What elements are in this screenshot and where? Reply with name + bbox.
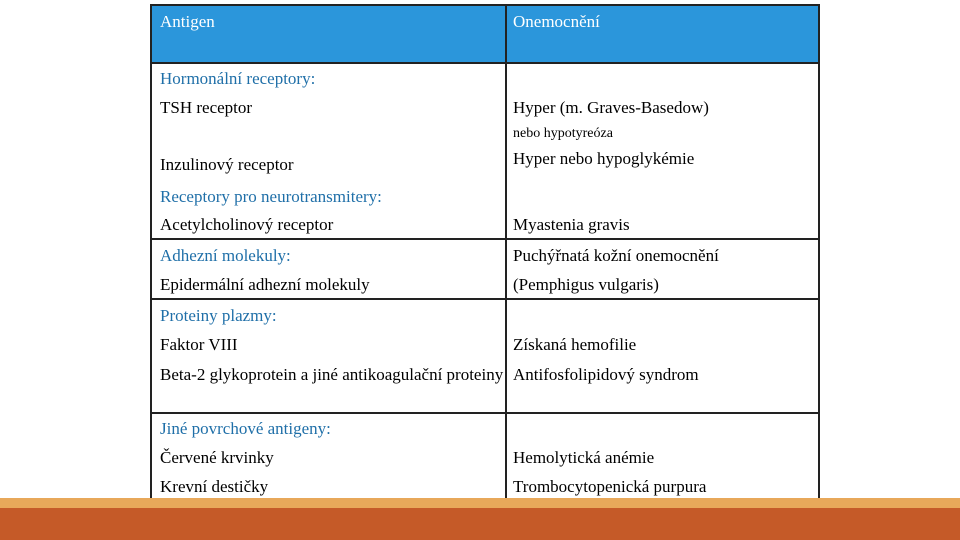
disease-tsh: Hyper (m. Graves-Basedow) bbox=[513, 98, 709, 117]
disease-insulin: Hyper nebo hypoglykémie bbox=[513, 149, 695, 168]
section-title-plasma: Proteiny plazmy: bbox=[160, 306, 277, 325]
disease-epi-1: Puchýřnatá kožní onemocnění bbox=[513, 246, 719, 265]
footer-band bbox=[0, 508, 960, 540]
column-divider bbox=[505, 414, 507, 500]
header-disease: Onemocnění bbox=[513, 12, 600, 31]
column-divider bbox=[505, 64, 507, 238]
section-title-surface: Jiné povrchové antigeny: bbox=[160, 419, 331, 438]
antigen-f8: Faktor VIII bbox=[160, 335, 238, 354]
antigen-rbc: Červené krvinky bbox=[160, 448, 274, 467]
row-divider bbox=[152, 412, 818, 414]
disease-tsh-note: nebo hypotyreóza bbox=[513, 126, 613, 141]
header-antigen: Antigen bbox=[160, 12, 215, 31]
antigen-insulin: Inzulinový receptor bbox=[160, 155, 294, 174]
antigen-epi: Epidermální adhezní molekuly bbox=[160, 275, 370, 294]
disease-plt: Trombocytopenická purpura bbox=[513, 477, 707, 496]
disease-epi-2: (Pemphigus vulgaris) bbox=[513, 275, 659, 294]
antigen-ach: Acetylcholinový receptor bbox=[160, 215, 334, 234]
antigen-plt: Krevní destičky bbox=[160, 477, 269, 496]
antigen-tsh: TSH receptor bbox=[160, 98, 253, 117]
antigen-b2: Beta-2 glykoprotein a jiné antikoagulační proteiny bbox=[160, 365, 504, 384]
section-title-hormonal: Hormonální receptory: bbox=[160, 69, 316, 88]
disease-b2: Antifosfolipidový syndrom bbox=[513, 365, 699, 384]
section-title-neuro: Receptory pro neurotransmitery: bbox=[160, 187, 382, 206]
row-divider bbox=[152, 62, 818, 64]
disease-rbc: Hemolytická anémie bbox=[513, 448, 655, 467]
footer-stripe bbox=[0, 498, 960, 508]
column-divider bbox=[505, 6, 507, 62]
column-divider bbox=[505, 300, 507, 412]
disease-f8: Získaná hemofilie bbox=[513, 335, 637, 354]
row-divider bbox=[152, 238, 818, 240]
disease-ach: Myastenia gravis bbox=[513, 215, 630, 234]
row-divider bbox=[152, 298, 818, 300]
antigen-disease-table bbox=[150, 4, 820, 502]
section-title-adhesion: Adhezní molekuly: bbox=[160, 246, 291, 265]
column-divider bbox=[505, 240, 507, 298]
table-header bbox=[152, 6, 818, 62]
